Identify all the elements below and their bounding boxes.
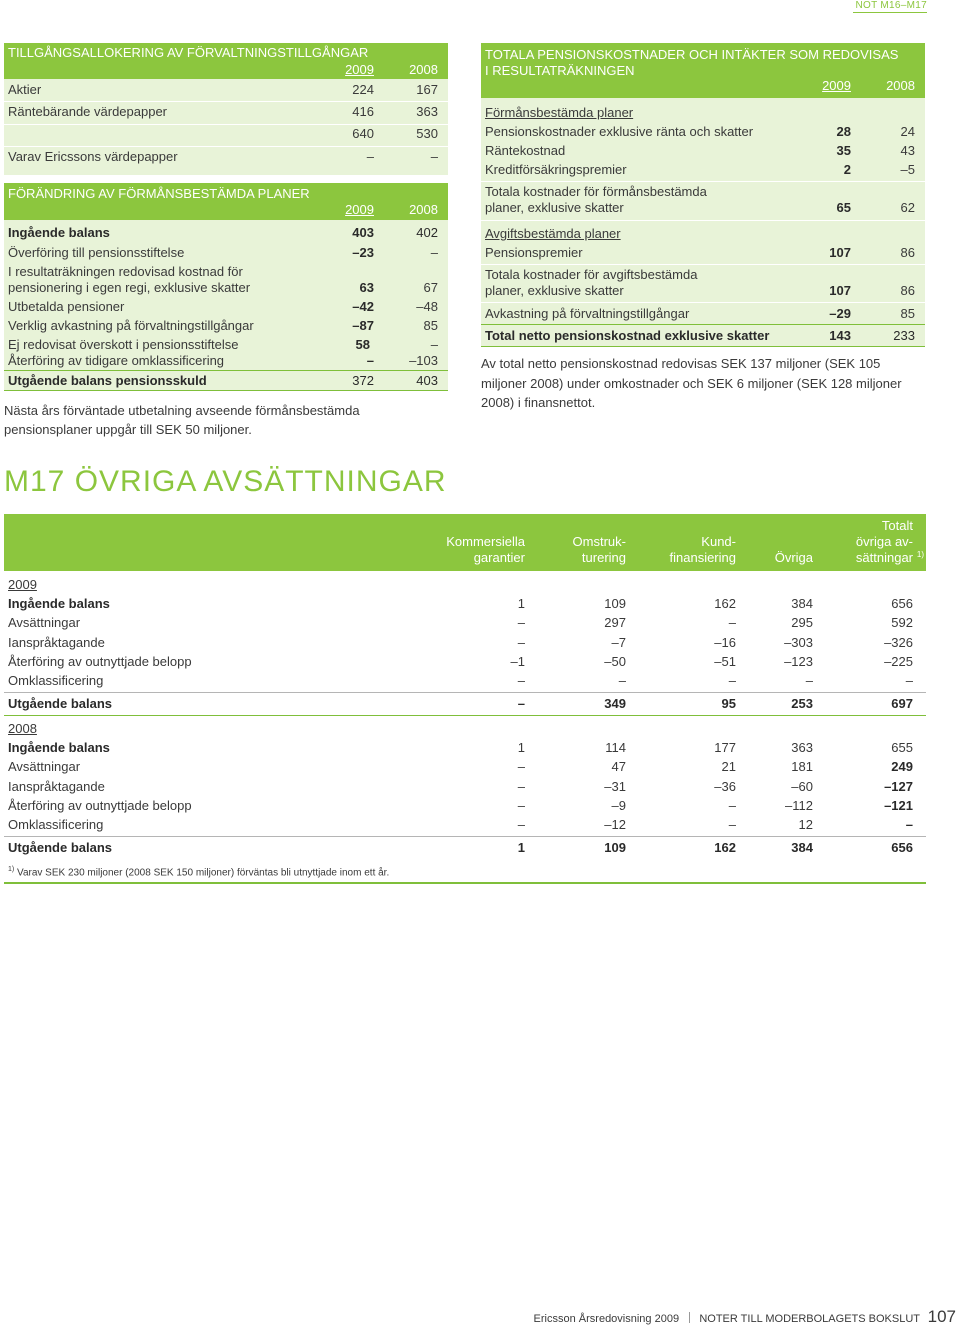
cell-value: – <box>517 615 525 631</box>
row-label: Omklassificering <box>8 673 104 689</box>
cell-value: 114 <box>605 740 626 755</box>
col-header-restructuring: Omstruk- turering <box>572 534 626 565</box>
cell-value: 384 <box>791 839 813 855</box>
cell-value: 109 <box>604 839 626 855</box>
cell-value: –326 <box>884 634 913 650</box>
provisions-table-header <box>4 514 926 571</box>
cell-value: – <box>517 673 525 689</box>
row-label: Utgående balans <box>8 839 113 855</box>
col-header-other: Övriga <box>774 550 813 565</box>
alloc-table-header <box>4 43 448 79</box>
cell-value: –9 <box>611 797 626 813</box>
cell-value: – <box>517 695 525 711</box>
row-label: Utgående balans <box>8 695 113 711</box>
row-label: Ingående balans <box>8 740 110 755</box>
row-divider <box>4 101 448 102</box>
cell-value: – <box>905 817 913 833</box>
cell-value: –121 <box>884 797 913 813</box>
cell-value: – <box>517 778 525 794</box>
cell-value: 181 <box>791 759 813 775</box>
cell-value: –60 <box>791 778 813 794</box>
row-label: Ingående balans <box>8 596 110 611</box>
cell-value: –51 <box>714 653 736 669</box>
alloc-table <box>4 43 448 175</box>
cell-value: –127 <box>884 778 913 794</box>
cell-value: 162 <box>714 839 736 855</box>
cell-value: 384 <box>791 596 813 611</box>
page-number: 107 <box>927 1307 956 1326</box>
col-header-customer-finance: Kund- finansiering <box>669 534 736 565</box>
footer-divider <box>689 1312 690 1323</box>
change-year-2009: 2009 <box>345 202 374 217</box>
cell-value: 655 <box>891 740 913 755</box>
table-bottom-line <box>4 882 926 884</box>
alloc-year-2009: 2009 <box>345 62 374 77</box>
cell-value: – <box>805 673 813 689</box>
cell-value: 1 <box>517 740 525 755</box>
cell-value: 592 <box>891 615 913 631</box>
cell-value: – <box>517 817 525 833</box>
cell-value: 656 <box>891 596 913 611</box>
col-header-total-footnote: 1) <box>916 550 924 559</box>
note-label-box <box>853 0 927 13</box>
costs-table-header <box>481 43 925 98</box>
cell-value: 1 <box>517 839 525 855</box>
table-row: Räntebärande värdepapper 416 363 <box>8 104 438 119</box>
cell-value: – <box>728 673 736 689</box>
row-label: Omklassificering <box>8 817 104 833</box>
cell-value: –36 <box>714 778 736 794</box>
cell-value: 109 <box>604 596 626 611</box>
cell-value: 162 <box>714 596 736 611</box>
table-row: Aktier 224 167 <box>8 82 438 97</box>
row-divider <box>4 370 448 371</box>
cell-value: 253 <box>791 695 813 711</box>
cell-value: – <box>618 673 626 689</box>
cell-value: – <box>728 797 736 813</box>
costs-year-2008: 2008 <box>886 78 915 93</box>
costs-year-2009: 2009 <box>822 78 851 93</box>
cell-value: –225 <box>884 653 913 669</box>
row-label: Ianspråktagande <box>8 634 105 650</box>
footer-section: NOTER TILL MODERBOLAGETS BOKSLUT <box>699 1313 920 1325</box>
row-divider <box>481 324 925 325</box>
cell-value: 177 <box>714 740 736 755</box>
cell-value: –16 <box>714 634 736 650</box>
footer-publication: Ericsson Årsredovisning 2009 <box>533 1313 680 1325</box>
cell-value: 21 <box>721 759 736 775</box>
cell-value: – <box>728 615 736 631</box>
cell-value: –123 <box>784 653 813 669</box>
year-heading: 2008 <box>8 721 37 736</box>
costs-title: TOTALA PENSIONSKOSTNADER OCH INTÄKTER SOM REDOVISAS I RESULTATRÄKNINGEN <box>485 47 899 78</box>
page-footer <box>534 1307 956 1327</box>
cell-value: 297 <box>604 615 626 631</box>
row-divider <box>4 715 926 716</box>
cell-value: –112 <box>785 797 813 813</box>
change-title: FÖRÄNDRING AV FÖRMÅNSBESTÄMDA PLANER <box>8 186 310 201</box>
section-title: M17 ÖVRIGA AVSÄTTNINGAR <box>4 465 447 498</box>
alloc-year-2008: 2008 <box>409 62 438 77</box>
row-divider <box>4 836 926 837</box>
cell-value: –303 <box>784 634 813 650</box>
cell-value: 697 <box>891 695 913 711</box>
provisions-table <box>4 514 926 886</box>
cell-value: 295 <box>791 615 813 631</box>
row-label: Återföring av outnyttjade belopp <box>8 653 192 669</box>
col-header-total: Totalt övriga av- sättningar <box>855 518 913 565</box>
cell-value: – <box>905 673 913 689</box>
cell-value: –50 <box>604 653 626 669</box>
row-divider <box>4 124 448 125</box>
cell-value: – <box>728 817 736 833</box>
change-year-2008: 2008 <box>409 202 438 217</box>
row-divider <box>4 390 448 391</box>
change-table-header <box>4 183 448 220</box>
row-label: Ianspråktagande <box>8 778 105 794</box>
row-divider <box>4 146 448 147</box>
cell-value: –12 <box>604 817 626 833</box>
row-divider <box>481 302 925 303</box>
row-divider <box>4 692 926 693</box>
row-divider <box>481 346 925 347</box>
cell-value: 47 <box>611 759 626 775</box>
change-table: FÖRÄNDRING AV FÖRMÅNSBESTÄMDA PLANER 2009 2008 Ingående balans 403 402 Överföring till pensionsstiftelse –23 – I resultaträkningen redovisad kostnad för pensionering i egen regi, exklusive skatter 63 67 Utbetalda pensioner –42 –48 Verklig avkastning på förvaltningstillgångar –87 85 Ej redovisat överskott i pensionsstiftelse 58 – Återföring av tidigare omklassificering – –103 Utgående balans pensionsskuld 372 403 <box>4 183 448 391</box>
row-divider <box>481 220 925 221</box>
year-heading: 2009 <box>8 577 37 592</box>
cell-value: 95 <box>721 695 736 711</box>
cell-value: 1 <box>517 596 525 611</box>
row-divider <box>481 264 925 265</box>
cell-value: 12 <box>798 817 813 833</box>
cell-value: –31 <box>604 778 626 794</box>
cell-value: –7 <box>611 634 626 650</box>
row-divider <box>481 181 925 182</box>
table-row: Varav Ericssons värdepapper – – <box>8 149 438 164</box>
alloc-title: TILLGÅNGSALLOKERING AV FÖRVALTNINGSTILLGÅNGAR <box>8 45 369 60</box>
cell-value: 656 <box>891 839 913 855</box>
footnote-marker: 1) <box>8 866 15 873</box>
table-row: 640 530 <box>352 126 438 141</box>
cell-value: – <box>517 797 525 813</box>
cell-value: –1 <box>510 653 525 669</box>
note-label: NOT M16–M17 <box>855 0 927 11</box>
cell-value: 363 <box>791 740 813 755</box>
costs-table: TOTALA PENSIONSKOSTNADER OCH INTÄKTER SOM REDOVISAS I RESULTATRÄKNINGEN 2009 2008 Förmånsbestämda planer Pensionskostnader exklusive ränta och skatter 28 24 Räntekostnad 35 43 Kreditförsäkringspremier 2 –5 Totala kostnader för förmånsbestämda planer, exklusive skatter 65 62 Avgiftsbestämda planer Pensionspremier 107 86 Totala kostnader för avgiftsbestämda planer, exklusive skatter 107 86 Avkastning på förvaltningstillgångar –29 85 Total netto pensionskostnad exklusive skatter 143 233 <box>481 43 925 347</box>
footnote <box>8 866 389 878</box>
col-header-commercial: Kommersiella garantier <box>446 534 525 565</box>
row-label: Avsättningar <box>8 759 81 775</box>
row-label: Återföring av outnyttjade belopp <box>8 797 192 813</box>
cell-value: – <box>517 759 525 775</box>
row-label: Avsättningar <box>8 615 81 631</box>
cell-value: 349 <box>604 695 626 711</box>
change-note: Nästa års förväntade utbetalning avseende förmånsbestämda pensionsplaner uppgår till SEK 50 miljoner. <box>4 403 360 437</box>
cell-value: – <box>517 634 525 650</box>
cell-value: 249 <box>891 759 913 775</box>
footnote-text: Varav SEK 230 miljoner (2008 SEK 150 miljoner) förväntas bli utnyttjade inom ett år. <box>17 867 390 879</box>
costs-note: Av total netto pensionskostnad redovisas SEK 137 miljoner (SEK 105 miljoner 2008) under omkostnader och SEK 6 miljoner (SEK 128 miljoner 2008) i finansnettot. <box>481 356 902 410</box>
